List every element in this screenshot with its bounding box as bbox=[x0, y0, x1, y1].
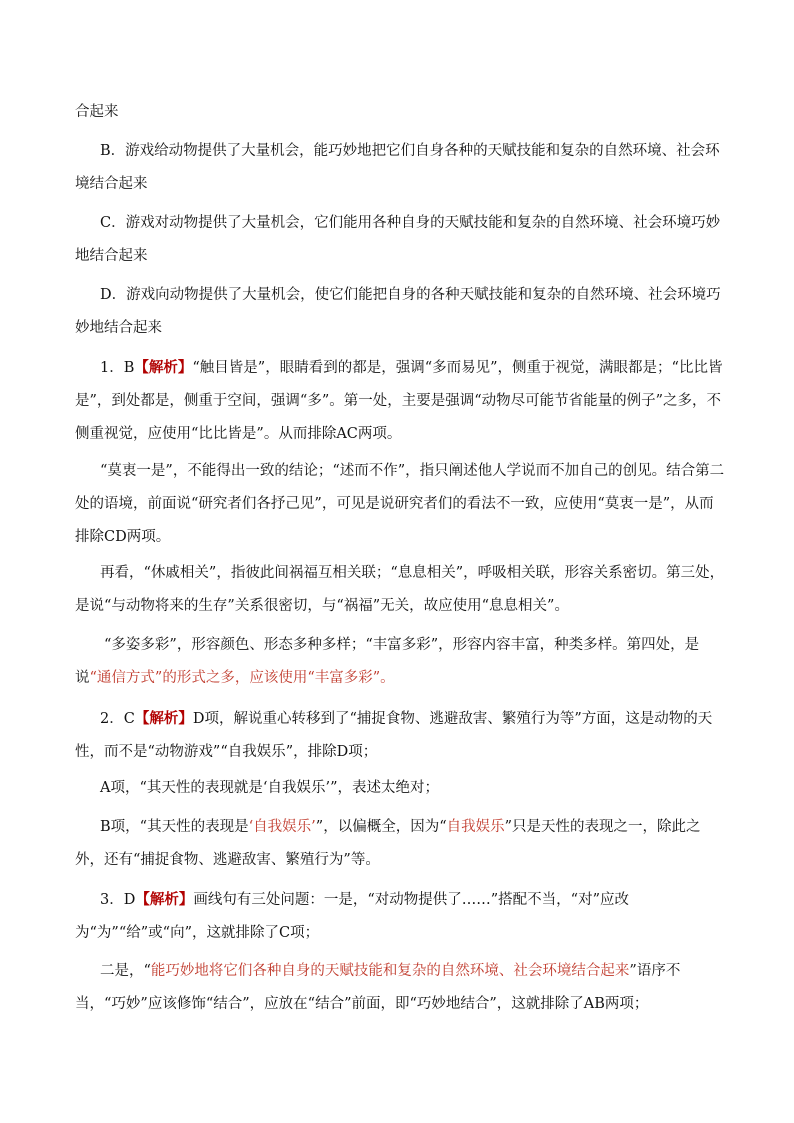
answer-3-number: 3．D bbox=[100, 892, 136, 908]
answer-2-tag: 【解析】 bbox=[134, 710, 193, 727]
answer-3-paragraph-2 bbox=[75, 955, 725, 1021]
answer-2-paragraph-3-b: ”，以偏概全，因为“ bbox=[315, 819, 447, 835]
answer-1-paragraph-4-a: “多姿多彩”，形容颜色、形态多种多样；“丰富多彩”，形容内容丰富，种类多样。第四处，是说 bbox=[75, 637, 700, 686]
option-d: D．游戏向动物提供了大量机会，使它们能把自身的各种天赋技能和复杂的自然环境、社会环境巧妙地结合起来 bbox=[75, 287, 721, 336]
answer-2-paragraph-2: A项，“其天性的表现就是‘自我娱乐’”，表述太绝对； bbox=[100, 780, 440, 796]
answer-2-paragraph-3-a: B项，“其天性的表现是 bbox=[100, 819, 249, 835]
option-c: C．游戏对动物提供了大量机会，它们能用各种自身的天赋技能和复杂的自然环境、社会环境巧妙地结合起来 bbox=[75, 215, 721, 264]
answer-1-text: “触目皆是”，眼睛看到的都是，强调“多而易见”，侧重于视觉，满眼都是；“比比皆是”，到处都是，侧重于空间，强调“多”。第一处，主要是强调“动物尽可能节省能量的例子”之多，不侧重视觉，应使用“比比皆是”。从而排除AC两项。 bbox=[75, 360, 723, 442]
option-b: B．游戏给动物提供了大量机会，能巧妙地把它们自身各种的天赋技能和复杂的自然环境、社会环境结合起来 bbox=[75, 143, 720, 192]
answer-1-number: 1．B bbox=[100, 360, 135, 376]
answer-1 bbox=[75, 351, 725, 451]
answer-3-paragraph-2-a: 二是，“ bbox=[100, 963, 151, 979]
answer-3-text: 画线句有三处问题：一是，“对动物提供了……”搭配不当，“对”应改为“为”“给”或“向”，这就排除了C项； bbox=[75, 892, 630, 941]
answer-2-number: 2．C bbox=[100, 711, 135, 727]
answer-1-paragraph-4-b: “通信方式”的形式之多，应该使用“丰富多彩”。 bbox=[89, 670, 395, 686]
answer-3 bbox=[75, 883, 725, 950]
answer-3-tag: 【解析】 bbox=[135, 891, 194, 908]
answer-1-paragraph-4 bbox=[75, 629, 725, 695]
answer-1-paragraph-3: 再看，“休戚相关”，指彼此间祸福互相关联；“息息相关”，呼吸相关联，形容关系密切。第三处，是说“与动物将来的生存”关系很密切，与“祸福”无关，故应使用“息息相关”。 bbox=[75, 565, 725, 614]
answer-2-paragraph-3 bbox=[75, 811, 725, 877]
answer-3-paragraph-2-red: 能巧妙地将它们各种自身的天赋技能和复杂的自然环境、社会环境结合起来 bbox=[150, 963, 630, 979]
answer-3-paragraph-2-b: ”语序不当，“巧妙”应该修饰“结合”，应放在“结合”前面，即“巧妙地结合”，这就排除了AB两项； bbox=[75, 963, 681, 1012]
answer-2-paragraph-3-red-2: 自我娱乐 bbox=[446, 819, 505, 835]
answer-1-paragraph-2: “莫衷一是”，不能得出一致的结论；“述而不作”，指只阐述他人学说而不加自己的创见。结合第二处的语境，前面说“研究者们各抒己见”，可见是说研究者们的看法不一致，应使用“莫衷一是”，从而排除CD两项。 bbox=[75, 463, 725, 545]
option-a-tail: 合起来 bbox=[75, 104, 119, 120]
answer-2-paragraph-3-c: ”只是天性的表现之一，除此之外，还有“捕捉食物、逃避敌害、繁殖行为”等。 bbox=[75, 819, 701, 868]
answer-2-text: D项，解说重心转移到了“捕捉食物、逃避敌害、繁殖行为等”方面，这是动物的天性，而不是“动物游戏”“自我娱乐”，排除D项； bbox=[75, 711, 713, 760]
answer-2-paragraph-3-red-1: ‘自我娱乐’ bbox=[248, 819, 316, 835]
answer-1-tag: 【解析】 bbox=[134, 359, 193, 376]
answer-2 bbox=[75, 702, 725, 769]
